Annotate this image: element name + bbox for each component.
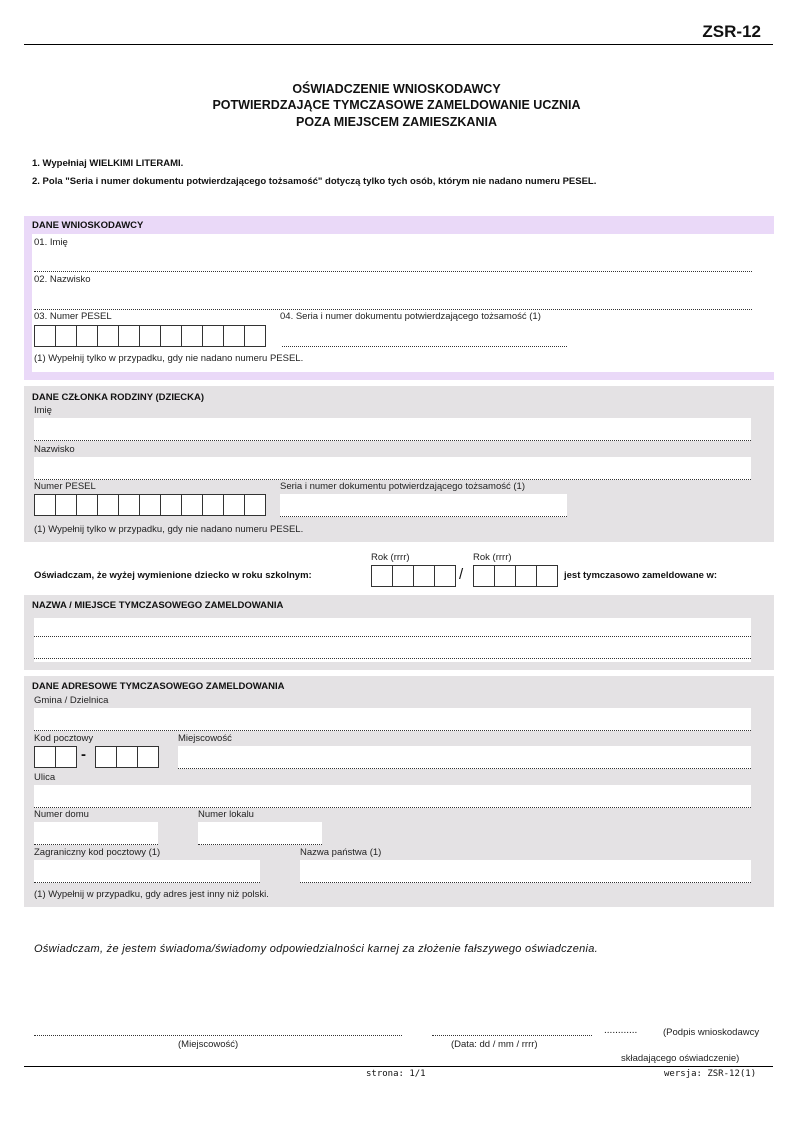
header-divider (24, 44, 773, 45)
foreign-postal-input[interactable] (34, 860, 260, 883)
pesel-digit-box[interactable] (160, 494, 182, 516)
pesel-digit-box[interactable] (139, 325, 161, 347)
child-last-name-input[interactable] (34, 457, 751, 480)
pesel-digit-box[interactable] (202, 494, 224, 516)
year-separator: / (459, 566, 464, 583)
footer-divider (24, 1066, 773, 1067)
signature-label-line-1: (Podpis wnioskodawcy (663, 1027, 760, 1038)
pesel-digit-box[interactable] (118, 325, 140, 347)
year-label-2: Rok (rrrr) (473, 552, 512, 563)
applicant-heading: DANE WNIOSKODAWCY (32, 220, 144, 231)
applicant-id-doc-input[interactable] (282, 330, 567, 347)
city-input[interactable] (178, 746, 751, 769)
pesel-digit-box[interactable] (97, 325, 119, 347)
postal-dash: - (81, 746, 86, 763)
instruction-1: 1. Wypełniaj WIELKIMI LITERAMI. (32, 158, 184, 169)
pesel-digit-box[interactable] (118, 494, 140, 516)
child-footnote: (1) Wypełnij tylko w przypadku, gdy nie nadano numeru PESEL. (34, 524, 304, 535)
child-heading: DANE CZŁONKA RODZINY (DZIECKA) (32, 392, 205, 403)
child-pesel-label: Numer PESEL (34, 481, 96, 492)
applicant-first-name-input[interactable] (34, 256, 752, 272)
child-first-name-label: Imię (34, 405, 52, 416)
postal-code-part-2-input[interactable] (95, 746, 158, 768)
declaration-suffix: jest tymczasowo zameldowane w: (564, 570, 718, 581)
pesel-digit-box[interactable] (181, 325, 203, 347)
applicant-pesel-label: 03. Numer PESEL (34, 311, 112, 322)
place-input[interactable] (34, 618, 751, 662)
address-footnote: (1) Wypełnij w przypadku, gdy adres jest inny niż polski. (34, 889, 269, 900)
form-code: ZSR-12 (702, 22, 761, 41)
foreign-postal-label: Zagraniczny kod pocztowy (1) (34, 847, 161, 858)
child-pesel-input[interactable] (34, 494, 265, 516)
liability-statement: Oświadczam, że jestem świadoma/świadomy odpowiedzialności karnej za złożenie fałszywego oświadczenia. (34, 943, 599, 955)
year-digit-box[interactable] (413, 565, 435, 587)
country-input[interactable] (300, 860, 751, 883)
applicant-pesel-input[interactable] (34, 325, 265, 347)
year-digit-box[interactable] (434, 565, 456, 587)
instruction-2: 2. Pola "Seria i numer dokumentu potwierdzającego tożsamość" dotyczą tylko tych osób, którym nie nadano numeru PESEL. (32, 176, 597, 187)
child-first-name-input[interactable] (34, 418, 751, 441)
child-id-doc-input[interactable] (280, 494, 567, 517)
city-label: Miejscowość (178, 733, 232, 744)
declaration-text: Oświadczam, że wyżej wymienione dziecko w roku szkolnym: (34, 570, 312, 581)
pesel-digit-box[interactable] (76, 494, 98, 516)
page-number: strona: 1/1 (366, 1069, 426, 1079)
pesel-digit-box[interactable] (160, 325, 182, 347)
flat-number-input[interactable] (198, 822, 322, 845)
pesel-digit-box[interactable] (202, 325, 224, 347)
house-number-input[interactable] (34, 822, 158, 845)
applicant-left-border (24, 234, 32, 380)
year-digit-box[interactable] (473, 565, 495, 587)
applicant-first-name-label: 01. Imię (34, 237, 68, 248)
postal-digit-box[interactable] (34, 746, 56, 768)
postal-digit-box[interactable] (137, 746, 159, 768)
applicant-last-name-input[interactable] (34, 294, 752, 310)
pesel-digit-box[interactable] (244, 325, 266, 347)
postal-code-label: Kod pocztowy (34, 733, 94, 744)
year-digit-box[interactable] (515, 565, 537, 587)
place-heading: NAZWA / MIEJSCE TYMCZASOWEGO ZAMELDOWANIA (32, 600, 284, 611)
year-digit-box[interactable] (536, 565, 558, 587)
postal-digit-box[interactable] (116, 746, 138, 768)
signature-place-label: (Miejscowość) (178, 1039, 239, 1050)
place-input-line-2 (34, 658, 751, 659)
place-input-line-1 (34, 636, 751, 637)
house-number-label: Numer domu (34, 809, 89, 820)
pesel-digit-box[interactable] (244, 494, 266, 516)
country-label: Nazwa państwa (1) (300, 847, 382, 858)
pesel-digit-box[interactable] (34, 494, 56, 516)
street-input[interactable] (34, 785, 751, 808)
pesel-digit-box[interactable] (55, 494, 77, 516)
year-label-1: Rok (rrrr) (371, 552, 410, 563)
school-year-end-input[interactable] (473, 565, 557, 587)
postal-digit-box[interactable] (55, 746, 77, 768)
pesel-digit-box[interactable] (76, 325, 98, 347)
pesel-digit-box[interactable] (139, 494, 161, 516)
commune-input[interactable] (34, 708, 751, 731)
pesel-digit-box[interactable] (97, 494, 119, 516)
title-line-1: OŚWIADCZENIE WNIOSKODAWCY (292, 82, 501, 96)
street-label: Ulica (34, 772, 56, 783)
postal-digit-box[interactable] (95, 746, 117, 768)
year-digit-box[interactable] (371, 565, 393, 587)
applicant-id-doc-label: 04. Seria i numer dokumentu potwierdzającego tożsamość (1) (280, 311, 541, 322)
signature-date-input[interactable] (432, 1026, 592, 1036)
commune-label: Gmina / Dzielnica (34, 695, 109, 706)
pesel-digit-box[interactable] (55, 325, 77, 347)
title-line-2: POTWIERDZAJĄCE TYMCZASOWE ZAMELDOWANIE UCZNIA (212, 98, 581, 112)
signature-place-input[interactable] (34, 1026, 402, 1036)
signature-label-line-2: składającego oświadczenie) (621, 1053, 740, 1064)
school-year-start-input[interactable] (371, 565, 455, 587)
applicant-last-name-label: 02. Nazwisko (34, 274, 91, 285)
form-version: wersja: ZSR-12(1) (664, 1069, 757, 1079)
applicant-bottom-border (24, 372, 774, 380)
postal-code-part-1-input[interactable] (34, 746, 76, 768)
pesel-digit-box[interactable] (223, 494, 245, 516)
flat-number-label: Numer lokalu (198, 809, 254, 820)
applicant-footnote: (1) Wypełnij tylko w przypadku, gdy nie nadano numeru PESEL. (34, 353, 304, 364)
child-last-name-label: Nazwisko (34, 444, 75, 455)
year-digit-box[interactable] (494, 565, 516, 587)
title-line-3: POZA MIEJSCEM ZAMIESZKANIA (296, 115, 497, 129)
child-id-doc-label: Seria i numer dokumentu potwierdzającego tożsamość (1) (280, 481, 526, 492)
address-heading: DANE ADRESOWE TYMCZASOWEGO ZAMELDOWANIA (32, 681, 285, 692)
signature-date-label: (Data: dd / mm / rrrr) (451, 1039, 538, 1050)
year-digit-box[interactable] (392, 565, 414, 587)
pesel-digit-box[interactable] (223, 325, 245, 347)
pesel-digit-box[interactable] (34, 325, 56, 347)
signature-dots[interactable]: ............ (604, 1025, 638, 1036)
pesel-digit-box[interactable] (181, 494, 203, 516)
